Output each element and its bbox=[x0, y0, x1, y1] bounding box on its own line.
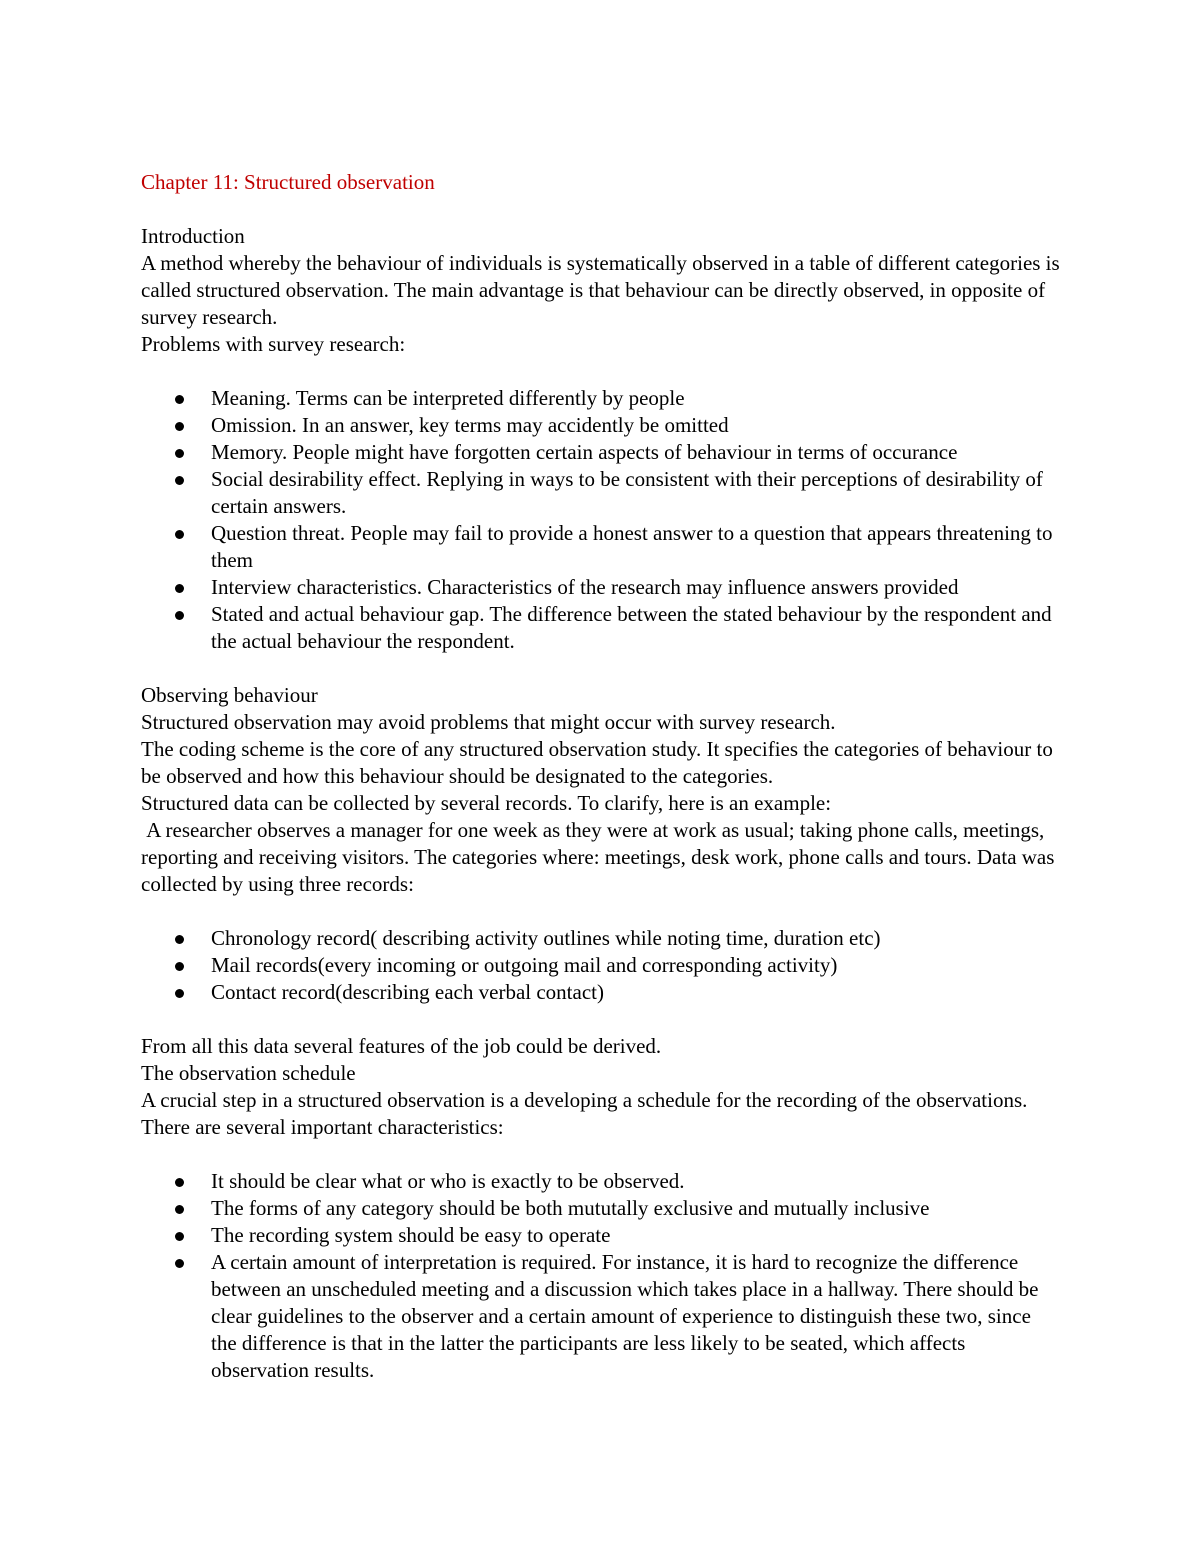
bullet-icon bbox=[175, 530, 184, 539]
bullet-icon bbox=[175, 1178, 184, 1187]
list-item bbox=[141, 520, 1061, 574]
bullet-icon bbox=[175, 611, 184, 620]
bullet-icon bbox=[175, 422, 184, 431]
bullet-icon bbox=[175, 395, 184, 404]
spacer bbox=[141, 1141, 1061, 1168]
list-item bbox=[141, 1168, 1061, 1195]
bullet-icon bbox=[175, 962, 184, 971]
list-item-text: It should be clear what or who is exactly to be observed. bbox=[211, 1169, 685, 1193]
spacer bbox=[141, 1006, 1061, 1033]
list-item-text: Chronology record( describing activity outlines while noting time, duration etc) bbox=[211, 926, 881, 950]
bullet-icon bbox=[175, 449, 184, 458]
list-item bbox=[141, 439, 1061, 466]
bullet-icon bbox=[175, 1205, 184, 1214]
bullet-icon bbox=[175, 1259, 184, 1268]
list-item-text: Stated and actual behaviour gap. The difference between the stated behaviour by the respondent and the actual behaviour the respondent. bbox=[211, 602, 1052, 653]
observation-schedule-heading: The observation schedule bbox=[141, 1061, 356, 1085]
problems-heading: Problems with survey research: bbox=[141, 332, 406, 356]
list-item-text: Memory. People might have forgotten certain aspects of behaviour in terms of occurance bbox=[211, 440, 958, 464]
introduction-paragraph: A method whereby the behaviour of individuals is systematically observed in a table of different categories is called structured observation. The main advantage is that behaviour can be directly observed, in opposite of survey research. bbox=[141, 251, 1060, 329]
introduction-heading: Introduction bbox=[141, 224, 245, 248]
list-item-text: Social desirability effect. Replying in ways to be consistent with their perceptions of desirability of certain answers. bbox=[211, 467, 1043, 518]
list-item-text: The recording system should be easy to operate bbox=[211, 1223, 611, 1247]
list-item-text: A certain amount of interpretation is required. For instance, it is hard to recognize the difference between an unscheduled meeting and a discussion which takes place in a hallway. There should be clear guidelines to the observer and a certain amount of experience to distinguish these two, since the difference is that in the latter the participants are less likely to be seated, which affects observation results. bbox=[211, 1250, 1039, 1382]
spacer bbox=[141, 196, 1061, 223]
spacer bbox=[141, 358, 1061, 385]
observing-paragraph-1: Structured observation may avoid problems that might occur with survey research. bbox=[141, 710, 836, 734]
list-item bbox=[141, 412, 1061, 439]
list-item-text: The forms of any category should be both mututally exclusive and mutually inclusive bbox=[211, 1196, 930, 1220]
bullet-icon bbox=[175, 989, 184, 998]
list-item-text: Question threat. People may fail to provide a honest answer to a question that appears threatening to them bbox=[211, 521, 1053, 572]
list-item bbox=[141, 385, 1061, 412]
list-item bbox=[141, 466, 1061, 520]
list-item-text: Meaning. Terms can be interpreted differently by people bbox=[211, 386, 685, 410]
list-item-text: Contact record(describing each verbal contact) bbox=[211, 980, 604, 1004]
observing-paragraph-4: A researcher observes a manager for one week as they were at work as usual; taking phone calls, meetings, reporting and receiving visitors. The categories where: meetings, desk work, phone calls and tours. Data was collected by using three records: bbox=[141, 818, 1060, 896]
list-item-text: Omission. In an answer, key terms may accidently be omitted bbox=[211, 413, 729, 437]
list-item bbox=[141, 952, 1061, 979]
chapter-title: Chapter 11: Structured observation bbox=[141, 170, 435, 194]
observing-paragraph-2: The coding scheme is the core of any structured observation study. It specifies the categories of behaviour to be observed and how this behaviour should be designated to the categories. bbox=[141, 737, 1053, 788]
bullet-icon bbox=[175, 584, 184, 593]
list-item bbox=[141, 1195, 1061, 1222]
spacer bbox=[141, 655, 1061, 682]
list-item bbox=[141, 1249, 1061, 1384]
spacer bbox=[141, 898, 1061, 925]
schedule-paragraph: A crucial step in a structured observation is a developing a schedule for the recording of the observations. There are several important characteristics: bbox=[141, 1088, 1028, 1139]
bullet-icon bbox=[175, 1232, 184, 1241]
observing-behaviour-heading: Observing behaviour bbox=[141, 683, 318, 707]
document-page bbox=[141, 169, 1061, 1384]
characteristics-list bbox=[141, 1168, 1061, 1384]
schedule-lead-paragraph: From all this data several features of the job could be derived. bbox=[141, 1034, 662, 1058]
list-item-text: Mail records(every incoming or outgoing mail and corresponding activity) bbox=[211, 953, 838, 977]
records-list bbox=[141, 925, 1061, 1006]
list-item bbox=[141, 979, 1061, 1006]
list-item-text: Interview characteristics. Characteristics of the research may influence answers provided bbox=[211, 575, 959, 599]
bullet-icon bbox=[175, 935, 184, 944]
list-item bbox=[141, 925, 1061, 952]
problems-list bbox=[141, 385, 1061, 655]
list-item bbox=[141, 574, 1061, 601]
list-item bbox=[141, 1222, 1061, 1249]
list-item bbox=[141, 601, 1061, 655]
observing-paragraph-3: Structured data can be collected by several records. To clarify, here is an example: bbox=[141, 791, 832, 815]
bullet-icon bbox=[175, 476, 184, 485]
